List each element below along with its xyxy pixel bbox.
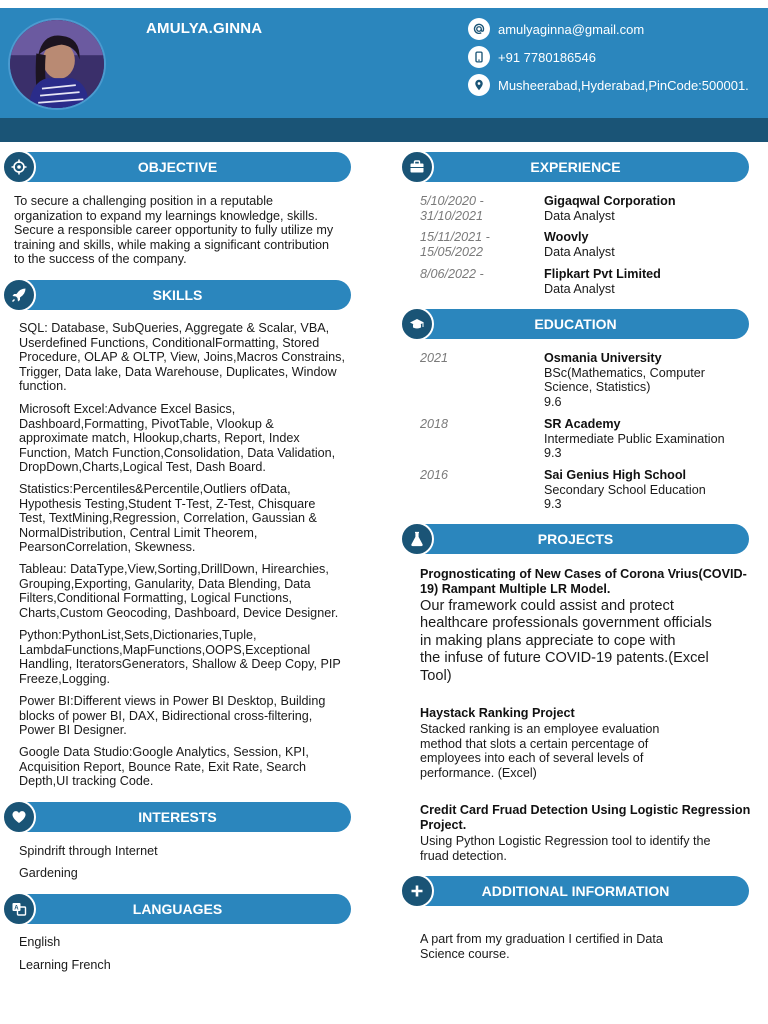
address-row (468, 74, 749, 96)
graduation-cap-icon (400, 307, 434, 341)
education-line: BSc(Mathematics, Computer (544, 365, 705, 380)
interest-item: Gardening (19, 866, 78, 880)
projects-header (402, 524, 749, 554)
project-description (420, 722, 750, 780)
education-entry (420, 417, 755, 462)
education-body (544, 351, 754, 409)
skill-line: Power BI Designer. (19, 723, 127, 738)
project-title-line: Credit Card Fruad Detection Using Logistic Regression (420, 803, 751, 817)
job-role: Data Analyst (544, 281, 615, 296)
languages-title: LANGUAGES (132, 901, 223, 917)
company-name: Flipkart Pvt Limited (544, 267, 661, 281)
objective-line: to the success of the company. (14, 252, 187, 267)
skill-line: NormalDistribution, Central Limit Theorem, (19, 525, 258, 540)
target-icon (2, 150, 36, 184)
skill-line: Charts,Custom Geocoding, Dashboard, Device Designer. (19, 605, 339, 620)
experience-date (420, 230, 530, 259)
skill-line: Microsoft Excel:Advance Excel Basics, (19, 402, 236, 416)
skill-line: SQL: Database, SubQueries, Aggregate & Scalar, VBA, (19, 321, 330, 335)
project-desc-line: in making plans appreciate to cope with (420, 632, 676, 649)
phone-icon (468, 46, 490, 68)
experience-title: EXPERIENCE (530, 159, 621, 175)
header-banner (0, 8, 768, 118)
interests-header (4, 802, 351, 832)
project-title (420, 803, 755, 832)
school-name: SR Academy (544, 417, 621, 431)
project-desc-line: fruad detection. (420, 848, 507, 863)
experience-date (420, 267, 530, 282)
project-title-line: Project. (420, 817, 467, 832)
plus-icon (400, 874, 434, 908)
skill-python (19, 628, 364, 686)
skill-line: Grouping,Exporting, Ganularity, Data Blending, Data (19, 576, 311, 591)
education-header (402, 309, 749, 339)
company-name: Woovly (544, 230, 589, 244)
education-score: 9.6 (544, 394, 562, 409)
education-line: Intermediate Public Examination (544, 431, 725, 446)
location-pin-icon (468, 74, 490, 96)
project-desc-line: employees into each of several levels of (420, 751, 644, 766)
education-title: EDUCATION (534, 316, 617, 332)
skill-line: function. (19, 379, 67, 394)
skill-line: PearsonCorrelation, Skewness. (19, 540, 196, 555)
objective-header (4, 152, 351, 182)
at-icon (468, 18, 490, 40)
skill-line: Statistics:Percentiles&Percentile,Outliers ofData, (19, 482, 291, 496)
skills-header (4, 280, 351, 310)
skill-line: Freeze,Logging. (19, 671, 111, 686)
interest-item: Spindrift through Internet (19, 844, 158, 858)
project-desc-line: performance. (Excel) (420, 765, 537, 780)
skill-excel (19, 402, 364, 475)
education-entry (420, 468, 755, 513)
skill-powerbi (19, 694, 364, 738)
skill-sql (19, 321, 364, 394)
education-line: Secondary School Education (544, 482, 706, 497)
skill-line: Userdefined Functions, ConditionalFormatting, Stored (19, 335, 320, 350)
experience-body (544, 230, 754, 259)
skill-line: Hypothesis Testing,Student T-Test, Z-Test, Chisquare (19, 496, 316, 511)
additional-line: Science course. (420, 946, 510, 961)
objective-text (14, 194, 364, 267)
education-body (544, 417, 754, 461)
project-title-line: 19) Rampant Multiple LR Model. (420, 581, 611, 596)
skill-line: DropDown,Charts,Logical Test, Dash Board. (19, 460, 266, 475)
project-title (420, 706, 755, 721)
skill-google-data-studio (19, 745, 364, 789)
project-title (420, 567, 755, 596)
experience-header (402, 152, 749, 182)
experience-entry (420, 194, 755, 224)
project-desc-line: Our framework could assist and protect (420, 598, 674, 614)
project-desc-line: method that slots a certain percentage of (420, 736, 649, 751)
avatar (8, 18, 106, 110)
skills-title: SKILLS (152, 287, 203, 303)
date-start: 8/06/2022 - (420, 267, 484, 281)
education-body (544, 468, 754, 512)
skill-line: Python:PythonList,Sets,Dictionaries,Tuple, (19, 628, 257, 642)
education-entry (420, 351, 755, 411)
additional-info-text (420, 932, 750, 961)
education-line: Science, Statistics) (544, 380, 651, 395)
project-desc-line: the infuse of future COVID-19 patents.(Excel (420, 650, 709, 667)
objective-line: training and skills, while making a significant contribution (14, 237, 330, 252)
date-start: 5/10/2020 - (420, 194, 484, 208)
skill-line: Dashboard,Formatting, PivotTable, Vlookup & (19, 416, 274, 431)
flask-icon (400, 522, 434, 556)
experience-entry (420, 230, 755, 260)
school-name: Osmania University (544, 351, 662, 365)
profile-name: AMULYA.GINNA (146, 20, 263, 37)
skill-tableau (19, 562, 364, 620)
phone-text: +91 7780186546 (498, 49, 596, 65)
education-score: 9.3 (544, 446, 562, 461)
project-desc-line: healthcare professionals government officials (420, 615, 712, 632)
additional-info-header (402, 876, 749, 906)
date-end: 15/05/2022 (420, 244, 484, 259)
svg-text:A: A (14, 905, 19, 912)
skill-line: blocks of power BI, DAX, Bidirectional cross-filtering, (19, 708, 313, 723)
skill-line: Acquisition Report, Bounce Rate, Exit Rate, Search (19, 759, 307, 774)
skill-line: Power BI:Different views in Power BI Desktop, Building (19, 694, 326, 708)
header-band (0, 118, 768, 142)
skill-line: Filters,Conditional Formatting, Logical Functions, (19, 591, 292, 606)
project-description (420, 598, 760, 685)
project-desc-line: Stacked ranking is an employee evaluation (420, 722, 660, 736)
additional-line: A part from my graduation I certified in Data (420, 932, 663, 946)
experience-body (544, 267, 754, 296)
languages-header (4, 894, 351, 924)
job-role: Data Analyst (544, 208, 615, 223)
job-role: Data Analyst (544, 244, 615, 259)
heart-icon (2, 800, 36, 834)
skill-line: Depth,UI tracking Code. (19, 774, 154, 789)
education-year: 2016 (420, 468, 449, 482)
education-score: 9.3 (544, 497, 562, 512)
objective-line: Secure a responsible career opportunity to fully utilize my (14, 223, 334, 238)
language-item: Learning French (19, 958, 111, 972)
company-name: Gigaqwal Corporation (544, 194, 676, 208)
skill-line: Test, TextMining,Regression, Correlation, Gaussian & (19, 511, 317, 526)
education-year: 2021 (420, 351, 449, 365)
projects-title: PROJECTS (537, 531, 614, 547)
experience-body (544, 194, 754, 223)
experience-entry (420, 267, 755, 297)
phone-row[interactable] (468, 46, 596, 68)
education-year: 2018 (420, 417, 449, 431)
skill-line: Handling, IteratorsGenerators, Shallow & Deep Copy, PIP (19, 657, 341, 672)
briefcase-icon (400, 150, 434, 184)
email-text: amulyaginna@gmail.com (498, 21, 645, 37)
skill-line: LambdaFunctions,MapFunctions,OOPS,Exceptional (19, 642, 311, 657)
project-desc-line: Using Python Logistic Regression tool to identify the (420, 834, 711, 848)
date-start: 15/11/2021 - (420, 230, 490, 244)
skill-line: Trigger, Data lake, Data Warehouse, Duplicates, Window (19, 364, 337, 379)
project-title-line: Haystack Ranking Project (420, 706, 575, 720)
project-desc-line: Tool) (420, 667, 452, 684)
project-title-line: Prognosticating of New Cases of Corona Vrius(COVID- (420, 567, 747, 581)
address-text: Musheerabad,Hyderabad,PinCode:500001. (498, 77, 749, 93)
experience-date (420, 194, 530, 223)
skill-line: Tableau: DataType,View,Sorting,DrillDown, Hirearchies, (19, 562, 329, 576)
objective-line: organization to expand my learnings knowledge, skills. (14, 208, 318, 223)
objective-title: OBJECTIVE (137, 159, 218, 175)
school-name: Sai Genius High School (544, 468, 687, 482)
skill-line: Procedure, OLAP & OLTP, View, Joins,Macros Constrains, (19, 350, 345, 365)
interests-title: INTERESTS (138, 809, 217, 825)
rocket-icon (2, 278, 36, 312)
language-item: English (19, 935, 61, 949)
translate-icon (2, 892, 36, 926)
skill-line: Function, Match Function,Consolidation, Data Validation, (19, 445, 336, 460)
additional-info-title: ADDITIONAL INFORMATION (481, 883, 670, 899)
date-end: 31/10/2021 (420, 208, 484, 223)
skill-line: Google Data Studio:Google Analytics, Session, KPI, (19, 745, 309, 759)
objective-line: To secure a challenging position in a reputable (14, 194, 274, 208)
skill-statistics (19, 482, 364, 555)
skill-line: approximate match, Hlookup,charts, Report, Index (19, 431, 300, 446)
email-row[interactable] (468, 18, 644, 40)
project-description (420, 834, 760, 863)
